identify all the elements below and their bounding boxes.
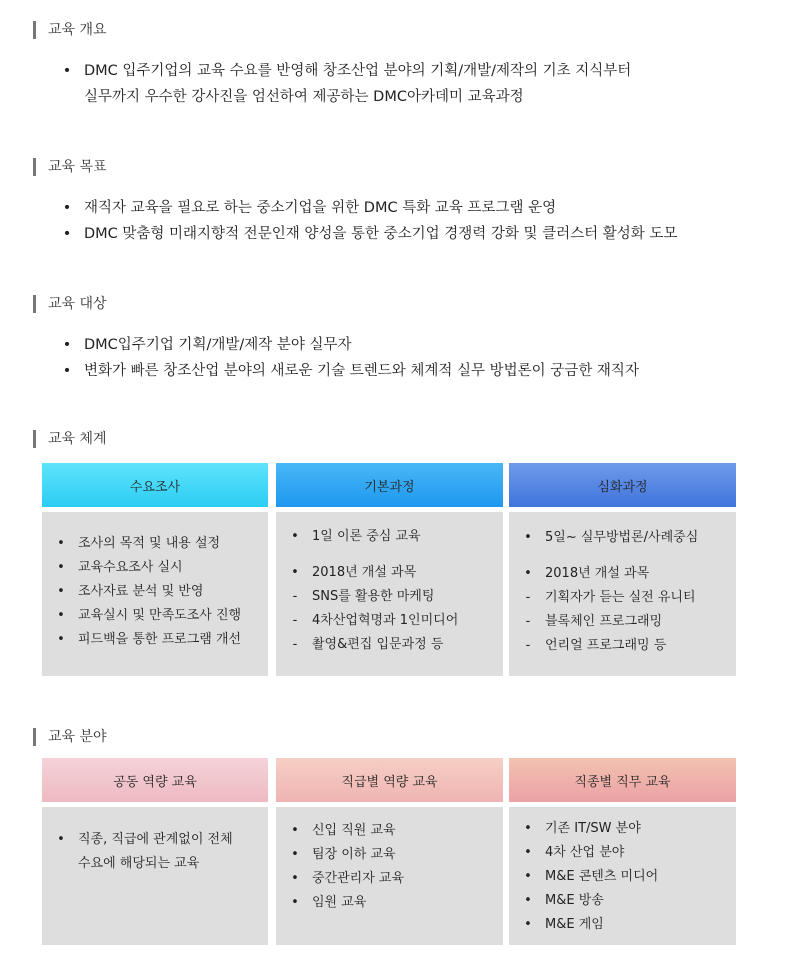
section-heading-target: 교육 대상 (33, 295, 107, 313)
item-text: 블록체인 프로그래밍 (545, 614, 663, 629)
system-column-header: 기본과정 (276, 463, 503, 507)
item-marker: • (291, 871, 299, 886)
item-marker: • (57, 584, 65, 599)
item-marker: • (291, 823, 299, 838)
item-marker: • (291, 565, 299, 580)
item-marker: - (292, 589, 298, 604)
item-text: 신입 직원 교육 (312, 823, 396, 838)
section-heading-fields: 교육 분야 (33, 728, 107, 746)
field-column-header: 공동 역량 교육 (42, 758, 268, 802)
system-column-header: 심화과정 (509, 463, 736, 507)
system-column-header: 수요조사 (42, 463, 268, 507)
item-marker: • (291, 895, 299, 910)
item-text: M&E 게임 (545, 917, 604, 932)
item-marker: - (525, 590, 531, 605)
item-text: 피드백을 통한 프로그램 개선 (78, 632, 242, 647)
item-text: 1일 이론 중심 교육 (312, 529, 421, 544)
item-marker: • (524, 566, 532, 581)
item-text: 중간관리자 교육 (312, 871, 405, 886)
target-item-text: 변화가 빠른 창조산업 분야의 새로운 기술 트렌드와 체계적 실무 방법론이 궁금한 재직자 (84, 363, 639, 379)
bullet-dot: • (62, 226, 72, 242)
item-text: M&E 방송 (545, 893, 604, 908)
section-heading-overview: 교육 개요 (33, 21, 107, 39)
item-text: 교육실시 및 만족도조사 진행 (78, 608, 242, 623)
bullet-dot: • (62, 63, 72, 79)
item-text: SNS를 활용한 마케팅 (312, 589, 435, 604)
item-text: 교육수요조사 실시 (78, 560, 183, 575)
item-marker: • (57, 536, 65, 551)
field-column-body (42, 807, 268, 945)
goal-item-text: DMC 맞춤형 미래지향적 전문인재 양성을 통한 중소기업 경쟁력 강화 및 클러스터 활성화 도모 (84, 226, 678, 242)
item-text: 직종, 직급에 관계없이 전체 (78, 832, 233, 847)
item-marker: • (291, 529, 299, 544)
item-text: 4차 산업 분야 (545, 845, 625, 860)
item-text: 5일~ 실무방법론/사례중심 (545, 530, 699, 545)
item-text: 언리얼 프로그래밍 등 (545, 638, 667, 653)
item-marker: - (292, 637, 298, 652)
item-marker: • (57, 608, 65, 623)
item-text: 4차산업혁명과 1인미디어 (312, 613, 459, 628)
item-text: 팀장 이하 교육 (312, 847, 396, 862)
bullet-dot: • (62, 200, 72, 216)
item-marker: • (524, 845, 532, 860)
item-marker: • (524, 893, 532, 908)
item-marker: • (57, 632, 65, 647)
bullet-dot: • (62, 363, 72, 379)
item-text: 2018년 개설 과목 (312, 565, 417, 580)
item-marker: • (57, 560, 65, 575)
section-heading-system: 교육 체계 (33, 430, 107, 448)
item-text: M&E 콘텐츠 미디어 (545, 869, 659, 884)
item-marker: • (57, 832, 65, 847)
item-text: 조사의 목적 및 내용 설정 (78, 536, 221, 551)
overview-line-2: 실무까지 우수한 강사진을 엄선하여 제공하는 DMC아카데미 교육과정 (84, 89, 524, 105)
item-marker: • (524, 821, 532, 836)
item-marker: - (525, 614, 531, 629)
item-text: 기존 IT/SW 분야 (545, 821, 641, 836)
overview-line-1: DMC 입주기업의 교육 수요를 반영해 창조산업 분야의 기획/개발/제작의 기초 지식부터 (84, 63, 632, 79)
field-column-header: 직종별 직무 교육 (509, 758, 736, 802)
item-marker: - (525, 638, 531, 653)
item-text: 조사자료 분석 및 반영 (78, 584, 204, 599)
item-text: 기획자가 듣는 실전 유니티 (545, 590, 696, 605)
item-marker: • (291, 847, 299, 862)
item-marker: • (524, 530, 532, 545)
item-text: 임원 교육 (312, 895, 367, 910)
bullet-dot: • (62, 337, 72, 353)
item-marker: • (524, 869, 532, 884)
target-item-text: DMC입주기업 기획/개발/제작 분야 실무자 (84, 337, 352, 353)
section-heading-goals: 교육 목표 (33, 158, 107, 176)
goal-item-text: 재직자 교육을 필요로 하는 중소기업을 위한 DMC 특화 교육 프로그램 운영 (84, 200, 557, 216)
item-marker: • (524, 917, 532, 932)
field-column-header: 직급별 역량 교육 (276, 758, 503, 802)
item-marker: - (292, 613, 298, 628)
item-text: 2018년 개설 과목 (545, 566, 650, 581)
item-text: 촬영&편집 입문과정 등 (312, 637, 444, 652)
item-text: 수요에 해당되는 교육 (78, 856, 200, 871)
